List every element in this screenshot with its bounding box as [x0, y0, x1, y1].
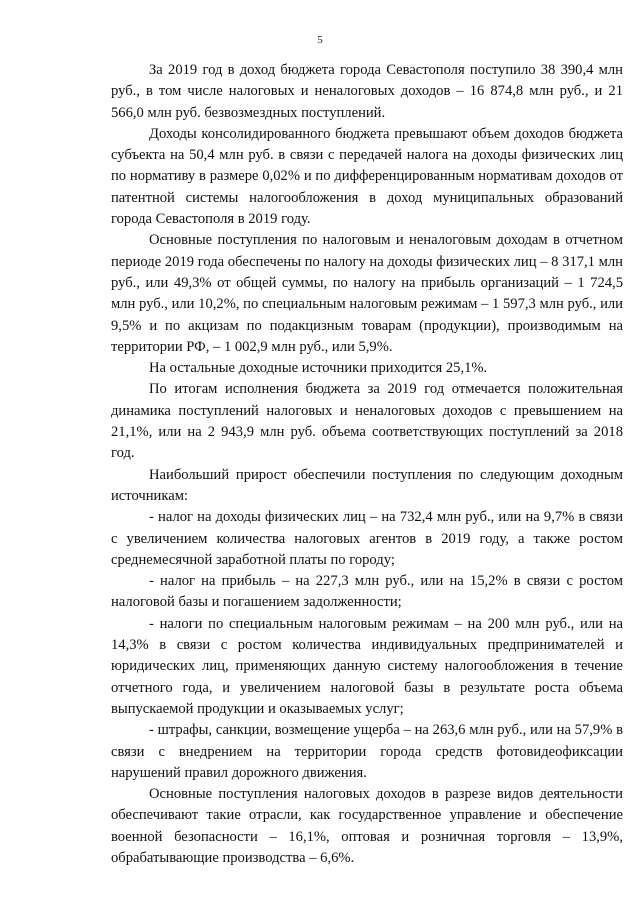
paragraph-largest-growth-intro: Наибольший прирост обеспечили поступления по следующим доходным источникам: [111, 466, 623, 504]
list-item-special-regimes: - налоги по специальным налоговым режимам – на 200 млн руб., или на 14,3% в связи с ростом количества индивидуальных предпринимателей и юридических лиц, применяющих данную систему налогообложения в течение отчетного года, и увеличением налоговой базы в результате роста объема выпускаемой продукции и оказываемых услуг; [111, 615, 623, 717]
paragraph-industry-breakdown: Основные поступления налоговых доходов в разрезе видов деятельности обеспечивают такие отрасли, как государственное управление и обеспечение военной безопасности – 16,1%, оптовая и розничная торговля – 13,9%, обрабатывающие производства – 6,6%. [111, 786, 623, 866]
list-item-income-tax: - налог на доходы физических лиц – на 732,4 млн руб., или на 9,7% в связи с увеличением количества налоговых агентов в 2019 году, а также ростом среднемесячной заработной платы по городу; [111, 509, 623, 568]
paragraph-consolidated-budget: Доходы консолидированного бюджета превышают объем доходов бюджета субъекта на 50,4 млн руб. в связи с передачей налога на доходы физических лиц по нормативу в размере 0,02% и по дифференцированным нормативам доходов от патентной системы налогообложения в доход муниципальных образований города Севастополя в 2019 году. [111, 125, 623, 228]
list-item-fines: - штрафы, санкции, возмещение ущерба – на 263,6 млн руб., или на 57,9% в связи с внедрением на территории города средств фотовидеофиксации нарушений правил дорожного движения. [111, 722, 623, 781]
page-number: 5 [317, 34, 323, 46]
paragraph-main-receipts: Основные поступления по налоговым и неналоговым доходам в отчетном периоде 2019 года обеспечены по налогу на доходы физических лиц – 8 317,1 млн руб., или 49,3% от общей суммы, по налогу на прибыль организаций – 1 724,5 млн руб., или 10,2%, по специальным налоговым режимам – 1 597,3 млн руб., или 9,5% и по акцизам по подакцизным товарам (продукции), производимым на территории РФ, – 1 002,9 млн руб., или 5,9%. [111, 232, 623, 355]
document-body [111, 60, 623, 869]
paragraph-growth-dynamics: По итогам исполнения бюджета за 2019 год отмечается положительная динамика поступлений налоговых и неналоговых доходов с превышением на 21,1%, или на 2 943,9 млн руб. объема соответствующих поступлений за 2018 год. [111, 381, 623, 462]
list-item-profit-tax: - налог на прибыль – на 227,3 млн руб., или на 15,2% в связи с ростом налоговой базы и погашением задолженности; [111, 573, 623, 611]
paragraph-other-sources: На остальные доходные источники приходится 25,1%. [149, 360, 488, 377]
paragraph-revenue-total: За 2019 год в доход бюджета города Севастополя поступило 38 390,4 млн руб., в том числе налоговых и неналоговых доходов – 16 874,8 млн руб., и 21 566,0 млн руб. безвозмездных поступлений. [111, 62, 623, 121]
